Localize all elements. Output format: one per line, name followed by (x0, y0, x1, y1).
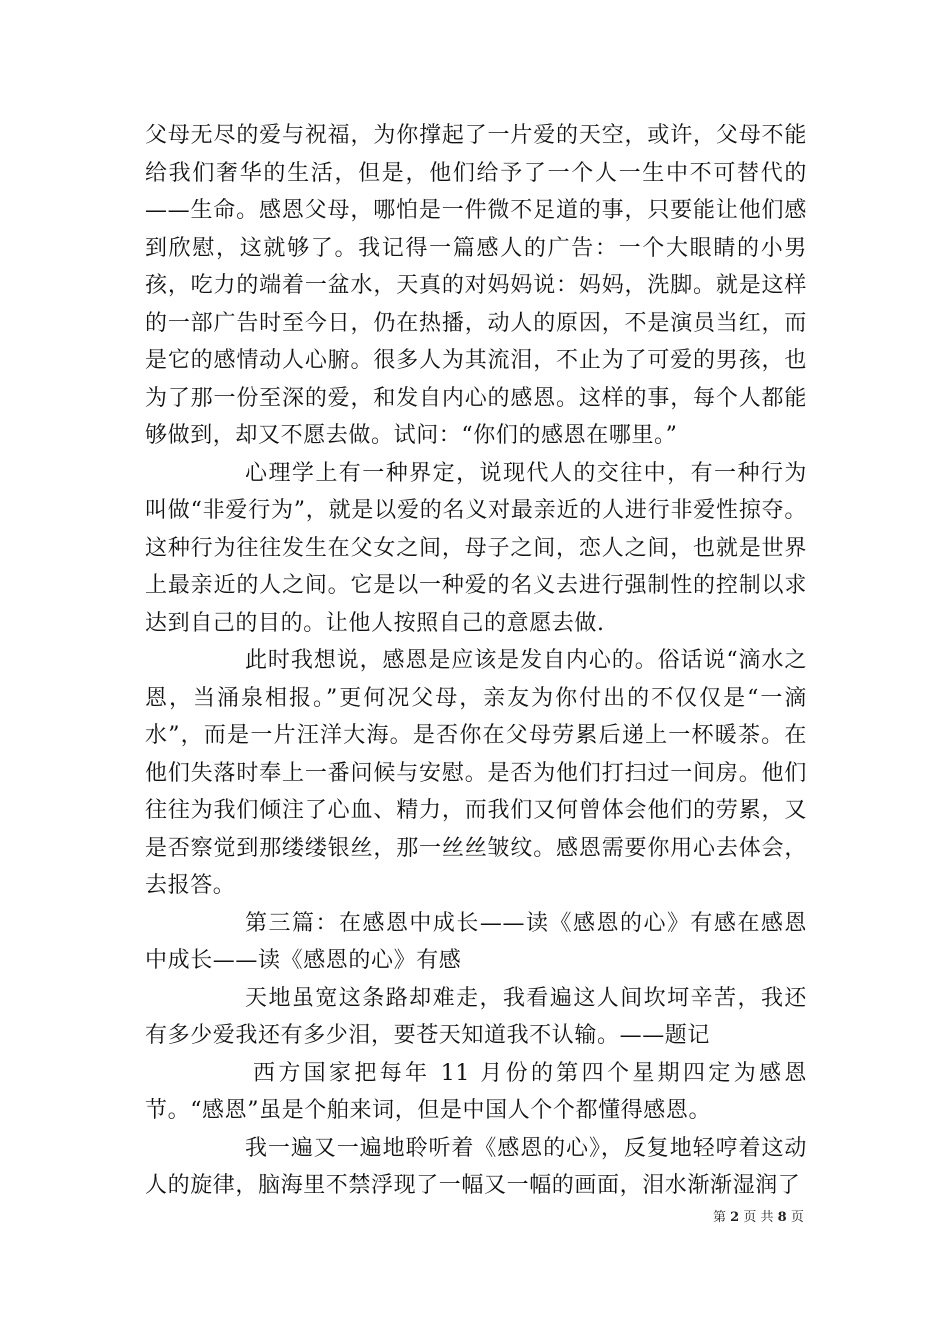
footer-middle: 页 共 (743, 1210, 774, 1225)
current-page-number: 2 (730, 1210, 740, 1225)
paragraph-1: 父母无尽的爱与祝福，为你撑起了一片爱的天空，或许，父母不能给我们奢华的生活，但是，他们给予了一个人一生中不可替代的——生命。感恩父母，哪怕是一件微不足道的事，只要能让他们感到欣慰，这就够了。我记得一篇感人的广告：一个大眼睛的小男孩，吃力的端着一盆水，天真的对妈妈说：妈妈，洗脚。就是这样的一部广告时至今日，仍在热播，动人的原因，不是演员当红，而是它的感情动人心腑。很多人为其流泪，不止为了可爱的男孩，也为了那一份至深的爱，和发自内心的感恩。这样的事，每个人都能够做到，却又不愿去做。试问：“你们的感恩在哪里。” (145, 123, 807, 448)
footer-prefix: 第 (713, 1210, 727, 1225)
footer-suffix: 页 (790, 1210, 804, 1225)
paragraph-2: 心理学上有一种界定，说现代人的交往中，有一种行为叫做“非爱行为”，就是以爱的名义对最亲近的人进行非爱性掠夺。这种行为往往发生在父女之间，母子之间，恋人之间，也就是世界上最亲近的人之间。它是以一种爱的名义去进行强制性的控制以求达到自己的目的。让他人按照自己的意愿去做. (145, 460, 807, 636)
paragraph-4: 西方国家把每年 11 月份的第四个星期四定为感恩节。“感恩”虽是个舶来词，但是中国人个个都懂得感恩。 (145, 1060, 807, 1123)
section-heading: 第三篇：在感恩中成长——读《感恩的心》有感在感恩中成长——读《感恩的心》有感 (145, 910, 807, 973)
document-body (145, 117, 807, 1205)
paragraph-5: 我一遍又一遍地聆听着《感恩的心》，反复地轻哼着这动人的旋律，脑海里不禁浮现了一幅又一幅的画面，泪水渐渐湿润了 (145, 1135, 807, 1198)
epigraph: 天地虽宽这条路却难走，我看遍这人间坎坷辛苦，我还有多少爱我还有多少泪，要苍天知道我不认输。——题记 (145, 985, 807, 1048)
paragraph-3: 此时我想说，感恩是应该是发自内心的。俗话说“滴水之恩，当涌泉相报。”更何况父母，亲友为你付出的不仅仅是“一滴水”，而是一片汪洋大海。是否你在父母劳累后递上一杯暖茶。在他们失落时奉上一番问候与安慰。是否为他们打扫过一间房。他们往往为我们倾注了心血、精力，而我们又何曾体会他们的劳累，又是否察觉到那缕缕银丝，那一丝丝皱纹。感恩需要你用心去体会，去报答。 (145, 648, 807, 898)
total-page-number: 8 (777, 1210, 787, 1225)
page-footer (713, 1206, 804, 1225)
